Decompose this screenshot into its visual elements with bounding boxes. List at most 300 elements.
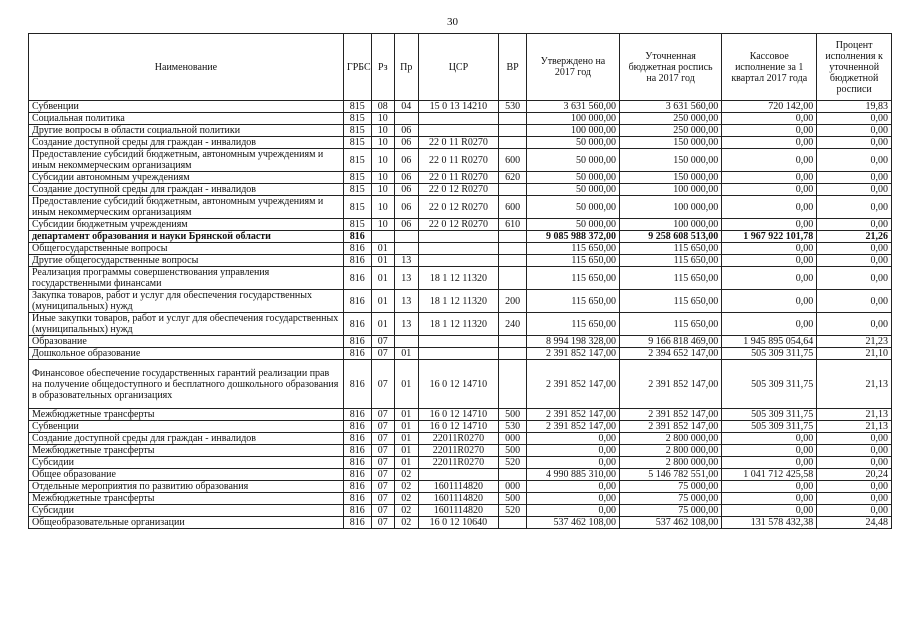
cell-vr: 530 [499, 421, 527, 433]
cell-cash: 505 309 311,75 [722, 409, 817, 421]
cell-csr [418, 469, 499, 481]
cell-name: Закупка товаров, работ и услуг для обеспечения государственных (муниципальных) нужд [29, 290, 344, 313]
cell-csr: 18 1 12 11320 [418, 267, 499, 290]
cell-pr: 02 [395, 505, 419, 517]
cell-rz: 07 [371, 517, 395, 529]
cell-refined: 2 391 852 147,00 [619, 360, 721, 409]
table-row [29, 457, 892, 469]
cell-pr: 06 [395, 196, 419, 219]
header-grbs: ГРБС [343, 34, 371, 101]
cell-refined: 5 146 782 551,00 [619, 469, 721, 481]
cell-grbs: 816 [343, 336, 371, 348]
cell-percent: 0,00 [817, 481, 892, 493]
cell-percent: 21,13 [817, 409, 892, 421]
cell-percent: 0,00 [817, 267, 892, 290]
cell-pr: 13 [395, 267, 419, 290]
cell-refined: 75 000,00 [619, 505, 721, 517]
cell-cash: 0,00 [722, 184, 817, 196]
cell-pr [395, 231, 419, 243]
cell-refined: 115 650,00 [619, 290, 721, 313]
cell-vr: 620 [499, 172, 527, 184]
cell-cash: 0,00 [722, 457, 817, 469]
cell-rz: 07 [371, 445, 395, 457]
cell-cash: 0,00 [722, 493, 817, 505]
cell-cash: 0,00 [722, 113, 817, 125]
cell-approved: 115 650,00 [526, 267, 619, 290]
table-row [29, 243, 892, 255]
table-row [29, 348, 892, 360]
cell-cash: 1 945 895 054,64 [722, 336, 817, 348]
cell-percent: 21,23 [817, 336, 892, 348]
cell-vr: 500 [499, 409, 527, 421]
cell-rz: 10 [371, 149, 395, 172]
cell-grbs: 816 [343, 517, 371, 529]
cell-csr: 22 0 11 R0270 [418, 172, 499, 184]
header-csr: ЦСР [418, 34, 499, 101]
cell-percent: 21,13 [817, 360, 892, 409]
cell-csr: 16 0 12 10640 [418, 517, 499, 529]
cell-name: Другие вопросы в области социальной политики [29, 125, 344, 137]
cell-approved: 537 462 108,00 [526, 517, 619, 529]
table-row [29, 517, 892, 529]
cell-refined: 100 000,00 [619, 184, 721, 196]
cell-csr: 22 0 12 R0270 [418, 184, 499, 196]
cell-vr [499, 336, 527, 348]
cell-csr: 1601114820 [418, 505, 499, 517]
cell-grbs: 816 [343, 348, 371, 360]
cell-refined: 2 800 000,00 [619, 457, 721, 469]
cell-rz: 07 [371, 336, 395, 348]
cell-pr [395, 113, 419, 125]
cell-name: Социальная политика [29, 113, 344, 125]
cell-pr: 06 [395, 137, 419, 149]
cell-pr: 01 [395, 433, 419, 445]
header-vr: ВР [499, 34, 527, 101]
cell-vr: 500 [499, 445, 527, 457]
table-row [29, 196, 892, 219]
cell-name: департамент образования и науки Брянской области [29, 231, 344, 243]
cell-refined: 250 000,00 [619, 125, 721, 137]
cell-cash: 0,00 [722, 125, 817, 137]
cell-cash: 0,00 [722, 267, 817, 290]
cell-rz: 07 [371, 481, 395, 493]
cell-vr [499, 231, 527, 243]
cell-percent: 0,00 [817, 505, 892, 517]
cell-pr: 06 [395, 219, 419, 231]
cell-vr [499, 360, 527, 409]
cell-vr: 200 [499, 290, 527, 313]
cell-cash: 0,00 [722, 481, 817, 493]
cell-name: Финансовое обеспечение государственных гарантий реализации прав на получение общедоступного и бесплатного дошкольного образования в образовательных организациях [29, 360, 344, 409]
cell-cash: 0,00 [722, 219, 817, 231]
cell-percent: 0,00 [817, 219, 892, 231]
cell-csr: 16 0 12 14710 [418, 421, 499, 433]
cell-approved: 115 650,00 [526, 243, 619, 255]
cell-grbs: 816 [343, 409, 371, 421]
cell-percent: 0,00 [817, 290, 892, 313]
cell-percent: 21,10 [817, 348, 892, 360]
cell-refined: 115 650,00 [619, 255, 721, 267]
cell-percent: 24,48 [817, 517, 892, 529]
cell-vr [499, 243, 527, 255]
cell-csr [418, 125, 499, 137]
cell-percent: 0,00 [817, 243, 892, 255]
header-name: Наименование [29, 34, 344, 101]
table-row [29, 336, 892, 348]
cell-approved: 50 000,00 [526, 219, 619, 231]
cell-vr: 000 [499, 433, 527, 445]
cell-rz: 10 [371, 137, 395, 149]
cell-cash: 720 142,00 [722, 101, 817, 113]
table-row [29, 409, 892, 421]
cell-approved: 0,00 [526, 481, 619, 493]
cell-name: Субвенции [29, 421, 344, 433]
cell-approved: 100 000,00 [526, 113, 619, 125]
cell-grbs: 815 [343, 196, 371, 219]
cell-refined: 115 650,00 [619, 313, 721, 336]
cell-approved: 0,00 [526, 505, 619, 517]
cell-name: Общегосударственные вопросы [29, 243, 344, 255]
cell-grbs: 816 [343, 433, 371, 445]
cell-name: Субсидии бюджетным учреждениям [29, 219, 344, 231]
cell-rz: 07 [371, 505, 395, 517]
cell-grbs: 815 [343, 113, 371, 125]
table-row [29, 445, 892, 457]
cell-name: Реализация программы совершенствования управления государственными финансами [29, 267, 344, 290]
cell-percent: 0,00 [817, 184, 892, 196]
cell-approved: 50 000,00 [526, 196, 619, 219]
cell-csr: 22011R0270 [418, 445, 499, 457]
cell-grbs: 816 [343, 445, 371, 457]
cell-csr [418, 113, 499, 125]
cell-grbs: 816 [343, 313, 371, 336]
cell-vr: 520 [499, 505, 527, 517]
cell-pr: 01 [395, 348, 419, 360]
cell-vr: 520 [499, 457, 527, 469]
cell-approved: 0,00 [526, 457, 619, 469]
header-rz: Рз [371, 34, 395, 101]
cell-percent: 0,00 [817, 433, 892, 445]
cell-csr [418, 231, 499, 243]
table-row [29, 290, 892, 313]
cell-percent: 0,00 [817, 457, 892, 469]
cell-vr [499, 113, 527, 125]
cell-csr: 16 0 12 14710 [418, 409, 499, 421]
cell-name: Создание доступной среды для граждан - инвалидов [29, 137, 344, 149]
cell-pr: 01 [395, 421, 419, 433]
cell-csr [418, 336, 499, 348]
cell-grbs: 816 [343, 360, 371, 409]
cell-rz: 01 [371, 313, 395, 336]
header-percent: Процент исполнения к уточненной бюджетной росписи [817, 34, 892, 101]
cell-pr: 06 [395, 149, 419, 172]
cell-pr: 01 [395, 457, 419, 469]
table-row [29, 101, 892, 113]
cell-refined: 3 631 560,00 [619, 101, 721, 113]
cell-name: Субвенции [29, 101, 344, 113]
cell-vr: 610 [499, 219, 527, 231]
cell-grbs: 816 [343, 505, 371, 517]
cell-vr: 500 [499, 493, 527, 505]
cell-rz: 07 [371, 409, 395, 421]
cell-approved: 50 000,00 [526, 184, 619, 196]
cell-name: Создание доступной среды для граждан - инвалидов [29, 433, 344, 445]
cell-rz: 01 [371, 267, 395, 290]
cell-grbs: 815 [343, 149, 371, 172]
cell-csr [418, 255, 499, 267]
cell-rz [371, 231, 395, 243]
table-row [29, 313, 892, 336]
cell-rz: 10 [371, 113, 395, 125]
cell-pr: 13 [395, 290, 419, 313]
cell-name: Общее образование [29, 469, 344, 481]
header-pr: Пр [395, 34, 419, 101]
cell-vr [499, 137, 527, 149]
cell-cash: 0,00 [722, 196, 817, 219]
cell-percent: 19,83 [817, 101, 892, 113]
cell-vr [499, 267, 527, 290]
cell-percent: 21,26 [817, 231, 892, 243]
cell-refined: 2 800 000,00 [619, 433, 721, 445]
cell-grbs: 816 [343, 469, 371, 481]
cell-rz: 07 [371, 433, 395, 445]
budget-table [28, 33, 892, 529]
cell-approved: 115 650,00 [526, 290, 619, 313]
table-row [29, 267, 892, 290]
cell-csr: 22 0 12 R0270 [418, 196, 499, 219]
cell-cash: 0,00 [722, 505, 817, 517]
cell-vr [499, 517, 527, 529]
cell-name: Отдельные мероприятия по развитию образования [29, 481, 344, 493]
cell-refined: 75 000,00 [619, 481, 721, 493]
cell-csr: 22011R0270 [418, 433, 499, 445]
cell-name: Межбюджетные трансферты [29, 409, 344, 421]
cell-csr: 22 0 11 R0270 [418, 137, 499, 149]
table-row [29, 360, 892, 409]
cell-approved: 0,00 [526, 445, 619, 457]
cell-cash: 1 041 712 425,58 [722, 469, 817, 481]
cell-percent: 21,13 [817, 421, 892, 433]
cell-grbs: 815 [343, 125, 371, 137]
cell-refined: 115 650,00 [619, 267, 721, 290]
table-row [29, 481, 892, 493]
cell-approved: 50 000,00 [526, 149, 619, 172]
cell-approved: 115 650,00 [526, 313, 619, 336]
cell-name: Предоставление субсидий бюджетным, автономным учреждениям и иным некоммерческим организациям [29, 149, 344, 172]
cell-name: Общеобразовательные организации [29, 517, 344, 529]
header-cash: Кассовое исполнение за 1 квартал 2017 года [722, 34, 817, 101]
cell-name: Субсидии [29, 457, 344, 469]
cell-approved: 2 391 852 147,00 [526, 360, 619, 409]
cell-cash: 0,00 [722, 243, 817, 255]
table-row [29, 255, 892, 267]
cell-pr: 01 [395, 445, 419, 457]
cell-cash: 505 309 311,75 [722, 348, 817, 360]
cell-name: Субсидии автономным учреждениям [29, 172, 344, 184]
cell-name: Межбюджетные трансферты [29, 493, 344, 505]
cell-rz: 10 [371, 219, 395, 231]
table-row [29, 113, 892, 125]
cell-percent: 20,24 [817, 469, 892, 481]
table-row [29, 505, 892, 517]
cell-csr: 18 1 12 11320 [418, 313, 499, 336]
cell-approved: 2 391 852 147,00 [526, 421, 619, 433]
table-row [29, 493, 892, 505]
cell-percent: 0,00 [817, 113, 892, 125]
cell-percent: 0,00 [817, 255, 892, 267]
cell-cash: 1 967 922 101,78 [722, 231, 817, 243]
table-row [29, 125, 892, 137]
cell-pr: 02 [395, 469, 419, 481]
cell-name: Иные закупки товаров, работ и услуг для обеспечения государственных (муниципальных) нужд [29, 313, 344, 336]
table-row [29, 184, 892, 196]
cell-grbs: 816 [343, 421, 371, 433]
cell-refined: 100 000,00 [619, 219, 721, 231]
cell-cash: 0,00 [722, 445, 817, 457]
cell-rz: 01 [371, 290, 395, 313]
cell-cash: 505 309 311,75 [722, 421, 817, 433]
cell-rz: 07 [371, 469, 395, 481]
cell-vr [499, 348, 527, 360]
cell-csr: 1601114820 [418, 481, 499, 493]
cell-refined: 9 258 608 513,00 [619, 231, 721, 243]
cell-refined: 2 800 000,00 [619, 445, 721, 457]
cell-grbs: 816 [343, 255, 371, 267]
cell-vr: 600 [499, 196, 527, 219]
cell-vr [499, 255, 527, 267]
cell-approved: 0,00 [526, 433, 619, 445]
cell-grbs: 815 [343, 137, 371, 149]
cell-approved: 100 000,00 [526, 125, 619, 137]
cell-grbs: 816 [343, 243, 371, 255]
cell-pr: 04 [395, 101, 419, 113]
cell-refined: 2 391 852 147,00 [619, 421, 721, 433]
cell-vr: 600 [499, 149, 527, 172]
cell-refined: 537 462 108,00 [619, 517, 721, 529]
cell-refined: 9 166 818 469,00 [619, 336, 721, 348]
cell-csr: 22011R0270 [418, 457, 499, 469]
cell-approved: 4 990 885 310,00 [526, 469, 619, 481]
cell-grbs: 816 [343, 290, 371, 313]
cell-rz: 01 [371, 243, 395, 255]
cell-refined: 115 650,00 [619, 243, 721, 255]
cell-pr [395, 336, 419, 348]
cell-pr: 01 [395, 360, 419, 409]
header-refined: Уточненная бюджетная роспись на 2017 год [619, 34, 721, 101]
cell-vr: 530 [499, 101, 527, 113]
cell-name: Предоставление субсидий бюджетным, автономным учреждениям и иным некоммерческим организациям [29, 196, 344, 219]
cell-csr: 1601114820 [418, 493, 499, 505]
cell-percent: 0,00 [817, 149, 892, 172]
cell-cash: 0,00 [722, 149, 817, 172]
cell-rz: 10 [371, 125, 395, 137]
table-row [29, 137, 892, 149]
cell-pr: 02 [395, 493, 419, 505]
cell-refined: 2 394 652 147,00 [619, 348, 721, 360]
cell-csr: 15 0 13 14210 [418, 101, 499, 113]
cell-pr: 13 [395, 255, 419, 267]
cell-percent: 0,00 [817, 172, 892, 184]
cell-csr: 22 0 12 R0270 [418, 219, 499, 231]
cell-grbs: 816 [343, 457, 371, 469]
table-row [29, 231, 892, 243]
cell-name: Дошкольное образование [29, 348, 344, 360]
cell-cash: 0,00 [722, 290, 817, 313]
cell-name: Другие общегосударственные вопросы [29, 255, 344, 267]
cell-rz: 10 [371, 184, 395, 196]
cell-csr [418, 348, 499, 360]
cell-pr: 01 [395, 409, 419, 421]
cell-grbs: 815 [343, 219, 371, 231]
cell-vr [499, 469, 527, 481]
cell-pr: 06 [395, 172, 419, 184]
cell-percent: 0,00 [817, 125, 892, 137]
table-row [29, 469, 892, 481]
cell-cash: 0,00 [722, 137, 817, 149]
cell-grbs: 815 [343, 101, 371, 113]
cell-csr: 16 0 12 14710 [418, 360, 499, 409]
cell-vr [499, 125, 527, 137]
table-row [29, 149, 892, 172]
cell-rz: 01 [371, 255, 395, 267]
cell-percent: 0,00 [817, 196, 892, 219]
header-approved: Утверждено на 2017 год [526, 34, 619, 101]
cell-grbs: 816 [343, 267, 371, 290]
cell-pr [395, 243, 419, 255]
table-row [29, 421, 892, 433]
cell-rz: 07 [371, 457, 395, 469]
cell-csr: 18 1 12 11320 [418, 290, 499, 313]
cell-grbs: 816 [343, 481, 371, 493]
cell-cash: 0,00 [722, 433, 817, 445]
cell-approved: 50 000,00 [526, 172, 619, 184]
cell-rz: 10 [371, 196, 395, 219]
cell-vr: 240 [499, 313, 527, 336]
cell-approved: 8 994 198 328,00 [526, 336, 619, 348]
cell-vr [499, 184, 527, 196]
cell-pr: 13 [395, 313, 419, 336]
cell-grbs: 815 [343, 184, 371, 196]
cell-percent: 0,00 [817, 313, 892, 336]
cell-grbs: 816 [343, 231, 371, 243]
cell-csr [418, 243, 499, 255]
cell-refined: 150 000,00 [619, 149, 721, 172]
cell-refined: 100 000,00 [619, 196, 721, 219]
cell-rz: 10 [371, 172, 395, 184]
cell-grbs: 816 [343, 493, 371, 505]
cell-name: Создание доступной среды для граждан - инвалидов [29, 184, 344, 196]
cell-refined: 250 000,00 [619, 113, 721, 125]
cell-rz: 07 [371, 493, 395, 505]
cell-refined: 150 000,00 [619, 137, 721, 149]
cell-rz: 08 [371, 101, 395, 113]
cell-rz: 07 [371, 360, 395, 409]
cell-cash: 505 309 311,75 [722, 360, 817, 409]
cell-name: Субсидии [29, 505, 344, 517]
cell-cash: 0,00 [722, 255, 817, 267]
cell-name: Межбюджетные трансферты [29, 445, 344, 457]
cell-approved: 2 391 852 147,00 [526, 409, 619, 421]
cell-pr: 06 [395, 184, 419, 196]
cell-approved: 50 000,00 [526, 137, 619, 149]
table-row [29, 172, 892, 184]
cell-refined: 150 000,00 [619, 172, 721, 184]
cell-percent: 0,00 [817, 137, 892, 149]
cell-pr: 02 [395, 517, 419, 529]
cell-refined: 75 000,00 [619, 493, 721, 505]
cell-name: Образование [29, 336, 344, 348]
cell-vr: 000 [499, 481, 527, 493]
